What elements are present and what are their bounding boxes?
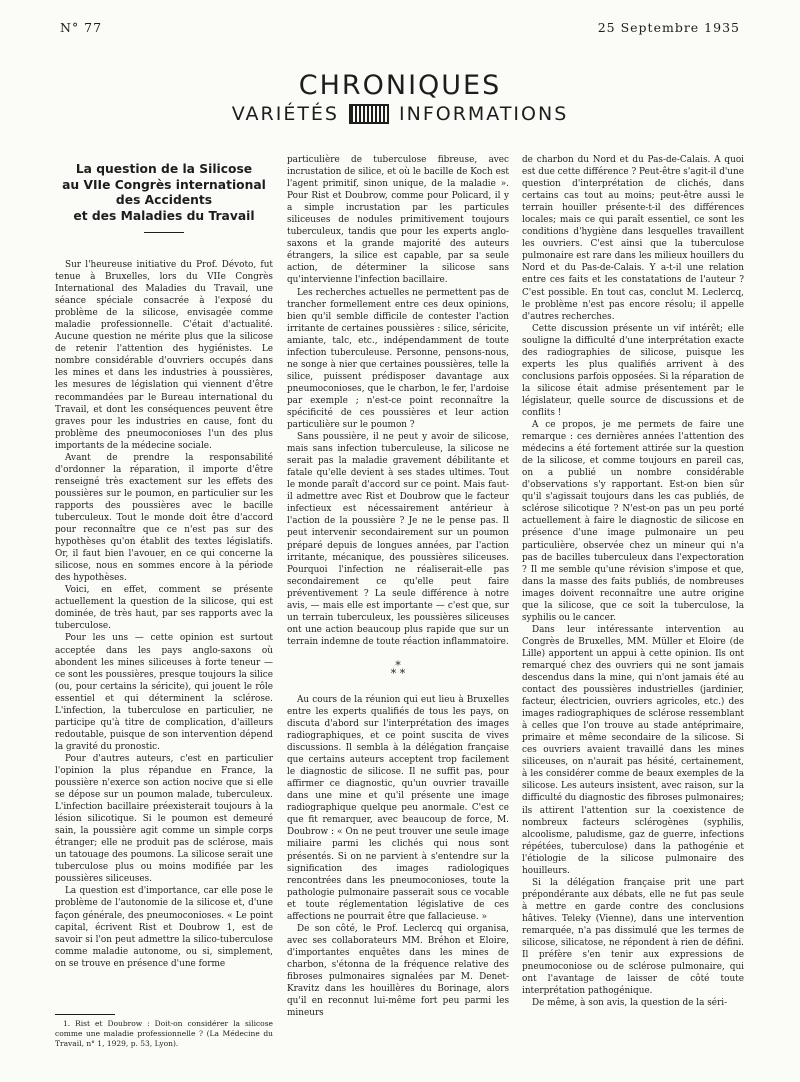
column-3 — [522, 154, 744, 1074]
paragraph: A ce propos, je me permets de faire une remarque : ces dernières années l'attention des médecins a été fortement attirée sur la question de la silicose, et comme toujours en pareil cas, on a publié un nombre considérable d'observations s'y rapportant. Est-on bien sûr qu'il s'agissait toujours dans les cas publiés, de sclérose silicotique ? N'est-on pas un peu porté actuellement à faire le diagnostic de silicose en présence d'une image pulmonaire un peu particulière, observée chez un mineur qui n'a pas de bacilles tuberculeux dans l'expectoration ? Il me semble qu'une révision s'impose et que, dans la masse des faits publiés, de nombreuses images doivent reconnaître une autre origine que la silicose, que ce soit la tuberculose, la syphilis ou le cancer. — [522, 420, 744, 623]
paragraph: particulière de tuberculose fibreuse, avec incrustation de silice, et où le bacille de Koch est l'agent primitif, sinon unique, de la maladie ». Pour Rist et Doubrow, comme pour Policard, il y a simple incrustation par les particules siliceuses de nodules primitivement toujours tuberculeux, tandis que pour les experts anglo-saxons et la grande majorité des auteurs étrangers, la silice est capable, par sa seule action, de déterminer la silicose sans qu'intervienne l'infection bacillaire. — [287, 155, 509, 286]
paragraph: Sur l'heureuse initiative du Prof. Dévoto, fut tenue à Bruxelles, lors du VIIe Congrès International des Maladies du Travail, une séance spéciale consacrée à l'exposé du problème de la silicose, envisagée comme maladie professionnelle. C'était d'actualité. Aucune question ne mérite plus que la silicose de retenir l'attention des hygiénistes. Le nombre considérable d'ouvriers occupés dans les mines et dans les industries à poussières, les mesures de législation qui viennent d'être recommandées par le Bureau international du Travail, et dont les conséquences peuvent être graves pour les industries en cause, font du problème des pneumoconioses l'un des plus importants de la médecine sociale. — [55, 260, 273, 451]
paragraph: Pour d'autres auteurs, c'est en particulier l'opinion la plus répandue en France, la poussière n'exerce son action nocive que si elle se dépose sur un poumon malade, tuberculeux. L'infection bacillaire préexisterait toujours à la lésion silicotique. Si le poumon est demeuré sain, la poussière agit comme un simple corps étranger; elle ne produit pas de sclérose, mais un tatouage des poumons. La silicose serait une tuberculose plus ou moins modifiée par les poussières siliceuses. — [55, 753, 273, 885]
section-separator-asterisks: * * * — [390, 658, 406, 680]
article-title-line: au VIIe Congrès international — [62, 177, 266, 192]
footnote-divider — [55, 1014, 115, 1015]
paragraph: Voici, en effet, comment se présente actuellement la question de la silicose, qui est dominée, de très haut, par ses rapports avec la tuberculose. — [55, 585, 273, 632]
title-divider — [144, 232, 184, 233]
subtitle-varietes: VARIÉTÉS — [231, 103, 339, 125]
paragraph: de charbon du Nord et du Pas-de-Calais. A quoi est due cette différence ? Peut-être s'agit-il d'une question d'interprétation de clichés, dans certains cas tout au moins; peut-être aussi le terrain houiller présente-t-il des différences locales; mais ce qui paraît essentiel, ce sont les conditions d'hygiène dans lesquelles travaillent les ouvriers. C'est ainsi que la tuberculose pulmonaire est rare dans les milieux houillers du Nord et du Pas-de-Calais. Y a-t-il une relation entre ces faits et les constatations de l'auteur ? C'est possible. En tout cas, conclut M. Leclercq, le problème n'est pas encore résolu; il appelle d'autres recherches. — [522, 155, 744, 322]
article-title — [55, 162, 273, 224]
issue-date: 25 Septembre 1935 — [597, 20, 740, 35]
section-title: CHRONIQUES — [298, 70, 502, 101]
section-subtitle — [0, 103, 800, 125]
paragraph: De son côté, le Prof. Leclercq qui organisa, avec ses collaborateurs MM. Bréhon et Eloire, d'importantes enquêtes dans les mines de charbon, s'étonna de la fréquence relative des fibroses pulmonaires signalées par M. Denet-Kravitz dans les houillères du Borinage, alors qu'il en reconnut lui-même fort peu parmi les mineurs — [287, 923, 509, 1019]
paragraph: Au cours de la réunion qui eut lieu à Bruxelles entre les experts qualifiés de tous les pays, on discuta d'abord sur l'interprétation des images radiographiques, et ce point suscita de vives discussions. Il sembla à la délégation française que certains auteurs acceptent trop facilement le diagnostic de silicose. Il ne suffit pas, pour affirmer ce diagnostic, qu'un ouvrier travaille dans une mine et qu'il présente une image radiographique quelque peu anormale. C'est ce que fit remarquer, avec beaucoup de force, M. Doubrow : « On ne peut trouver une seule image miliaire parmi les clichés qui nous sont présentés. Si on ne parvient à s'entendre sur la signification des images radiologiques rencontrées dans les pneumoconioses, toute la pathologie pulmonaire passerait sous ce vocable et toute réglementation législative de ces affections ne pourrait être que fallacieuse. » — [287, 694, 509, 922]
article-title-line: des Accidents — [115, 193, 213, 207]
article-title-line: et des Maladies du Travail — [73, 208, 255, 223]
issue-number: N° 77 — [60, 20, 103, 35]
paragraph: Les recherches actuelles ne permettent pas de trancher formellement entre ces deux opinions, bien qu'il semble difficile de contester l'action irritante de certaines poussières : silice, séricite, amiante, talc, etc., indépendamment de toute infection tuberculeuse. Personne, pensons-nous, ne songe à nier que certaines poussières, telle la silice, puissent prédisposer davantage aux pneumoconioses, que le charbon, le fer, l'ardoise par exemple ; n'est-ce point reconnaître la spécificité de ces poussières et leur action particulière sur le poumon ? — [287, 287, 509, 431]
logo-emblem-icon — [349, 104, 389, 124]
paragraph: La question est d'importance, car elle pose le problème de l'autonomie de la silicose et, d'une façon générale, des pneumoconioses. « Le point capital, écrivent Rist et Doubrow 1, est de savoir si l'on peut admettre la silico-tuberculose comme maladie autonome, ou si, simplement, on se trouve en présence d'une forme — [55, 886, 273, 969]
footnote-text: 1. Rist et Doubrow : Doit-on considérer la silicose comme une maladie professionnelle ? (La Médecine du Travail, n° 1, 1929, p. 53, Lyon). — [55, 1019, 273, 1048]
running-header — [60, 20, 740, 40]
column-2 — [287, 154, 509, 1074]
paragraph: Sans poussière, il ne peut y avoir de silicose, mais sans infection tuberculeuse, la silicose ne serait pas la maladie gravement débilitante et fatale qu'elle devient à ses stades ultimes. Tout le monde paraît d'accord sur ce point. Mais faut-il admettre avec Rist et Doubrow que le facteur infectieux est nécessairement antérieur à l'action de la poussière ? Je ne le pense pas. Il peut intervenir secondairement sur un poumon préparé depuis de longues années, par l'action irritante, mécanique, des poussières siliceuses. Pourquoi l'infection ne réaliserait-elle pas secondairement ce qu'elle peut faire préventivement ? La seule différence à notre avis, — mais elle est importante — c'est que, sur un terrain tuberculeux, les poussières siliceuses ont une action beaucoup plus rapide que sur un terrain indemne de toute réaction inflammatoire. — [287, 432, 509, 647]
paragraph: Cette discussion présente un vif intérêt; elle souligne la difficulté d'une interprétation exacte des radiographies de silicose, puisque les experts les plus qualifiés arrivent à des conclusions parfois opposées. Si la réparation de la silicose était admise présentement par le législateur, quelle source de discussions et de conflits ! — [522, 323, 744, 418]
paragraph: De même, à son avis, la question de la séri- — [532, 998, 728, 1009]
paragraph: Pour les uns — cette opinion est surtout acceptée dans les pays anglo-saxons où abondent les mines siliceuses à forte teneur — ce sont les poussières, presque toujours la silice (ou, pour certains la séricite), qui jouent le rôle essentiel et qui déterminent la sclérose. L'infection, la tuberculose en particulier, ne participe qu'à titre de complication, d'ailleurs redoutable, puisque de son intervention dépend la gravité du pronostic. — [55, 633, 273, 752]
paragraph: Avant de prendre la responsabilité d'ordonner la réparation, il importe d'être renseigné très exactement sur les effets des poussières sur le poumon, en particulier sur les rapports des poussières avec le bacille tuberculeux. Tout le monde doit être d'accord pour reconnaître que ce n'est pas sur des hypothèses qu'on établit des textes législatifs. Or, il faut bien l'avouer, en ce qui concerne la silicose, nous en sommes encore à la période des hypothèses. — [55, 452, 273, 584]
footnote — [55, 1014, 273, 1049]
paragraph: Dans leur intéressante intervention au Congrès de Bruxelles, MM. Müller et Eloire (de Lille) apportent un appui à cette opinion. Ils ont remarqué chez des ouvriers qui ne sont jamais descendus dans la mine, qui n'ont jamais été au contact des poussières industrielles (jardinier, facteur, électricien, ouvriers agricoles, etc.) des images radiographiques de sclérose ressemblant à celles que l'on trouve au stade antéprimaire, primaire et même secondaire de la silicose. Si ces ouvriers avaient travaillé dans les mines siliceuses, on n'aurait pas hésité, certainement, à les considérer comme de beaux exemples de la silicose. Les auteurs insistent, avec raison, sur la difficulté du diagnostic des fibroses pulmonaires; ils attirent l'attention sur la coexistence de nombreux facteurs sclérogènes (syphilis, alcoolisme, paludisme, gaz de guerre, infections répétées, tuberculose) dans la pathogénie et l'étiologie de la silicose pulmonaire des houilleurs. — [522, 624, 744, 876]
paragraph: Si la délégation française prit une part prépondérante aux débats, elle ne fut pas seule à mettre en garde contre des conclusions hâtives. Teleky (Vienne), dans une intervention remarquée, n'a pas dissimulé que les termes de silicose, silicatose, ne répondent à rien de défini. Il préfère s'en tenir aux expressions de pneumoconiose ou de sclérose pulmonaire, qui ont l'avantage de laisser de côté toute interprétation pathogénique. — [522, 877, 744, 997]
column-1 — [55, 154, 273, 1074]
article-title-line: La question de la Silicose — [75, 162, 253, 176]
subtitle-informations: INFORMATIONS — [399, 103, 569, 125]
